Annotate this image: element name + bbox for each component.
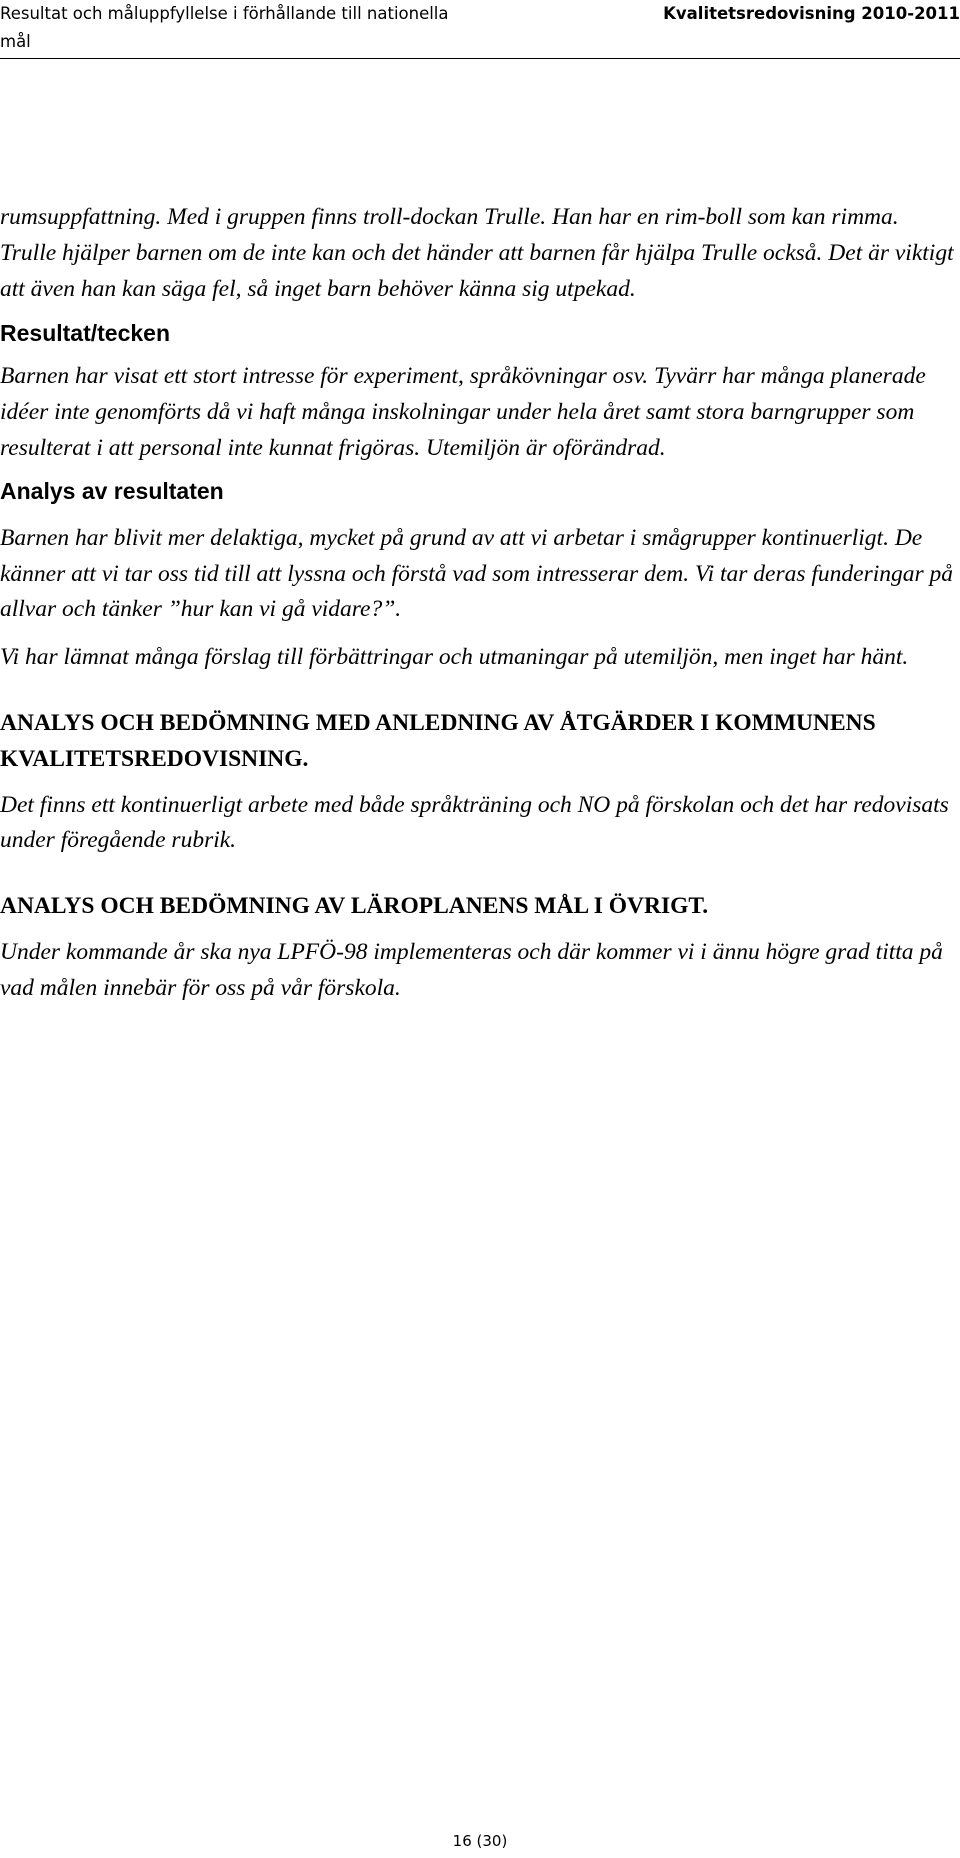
curriculum-paragraph: Under kommande år ska nya LPFÖ-98 implementeras och där kommer vi i ännu högre grad titta på vad målen innebär för oss på vår förskola. (0, 938, 943, 1001)
municipal-paragraph: Det finns ett kontinuerligt arbete med både språkträning och NO på förskolan och det har redovisats under föregående rubrik. (0, 791, 949, 854)
analysis-heading: Analys av resultaten (0, 477, 224, 504)
curriculum-heading: ANALYS OCH BEDÖMNING AV LÄROPLANENS MÅL I ÖVRIGT. (0, 893, 709, 920)
header-document-title: Kvalitetsredovisning 2010-2011 (663, 4, 960, 23)
page-content (0, 200, 960, 1007)
results-heading: Resultat/tecken (0, 320, 171, 347)
analysis-paragraph: Barnen har blivit mer delaktiga, mycket på grund av att vi arbetar i smågrupper kontinuerligt. De känner att vi tar oss tid till att lyssna och förstå vad som intresserar dem. Vi tar deras funderingar på allvar och tänker ”hur kan vi gå vidare?”. (0, 524, 954, 623)
page-number: 16 (30) (452, 1832, 508, 1850)
intro-paragraph: rumsuppfattning. Med i gruppen finns troll-dockan Trulle. Han har en rim-boll som kan rimma. Trulle hjälper barnen om de inte kan och det händer att barnen får hjälpa Trulle också. Det är viktigt att även han kan säga fel, så inget barn behöver känna sig utpekad. (0, 204, 954, 302)
header-section-title: Resultat och måluppfyllelse i förhållande till nationella mål (0, 4, 449, 51)
municipal-heading: ANALYS OCH BEDÖMNING MED ANLEDNING AV ÅTGÄRDER I KOMMUNENS KVALITETSREDOVISNING. (0, 709, 876, 772)
page-header (0, 0, 960, 59)
results-paragraph: Barnen har visat ett stort intresse för experiment, språkövningar osv. Tyvärr har många planerade idéer inte genomförts då vi haft många inskolningar under hela året samt stora barngrupper som resulterat i att personal inte kunnat frigöras. Utemiljön är oförändrad. (0, 363, 926, 461)
analysis-paragraph-2: Vi har lämnat många förslag till förbättringar och utmaningar på utemiljön, men inget har hänt. (0, 644, 909, 671)
